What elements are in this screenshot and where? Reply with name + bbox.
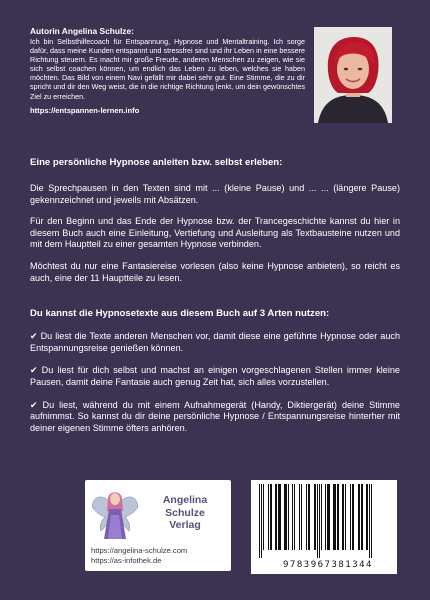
barcode-bar	[301, 484, 302, 550]
barcode-bars	[256, 484, 392, 558]
barcode-bar	[314, 484, 316, 550]
publisher-name-line: Angelina	[162, 494, 208, 506]
publisher-logo-box	[85, 480, 231, 571]
publisher-infothek-link[interactable]: https://as-infothek.de	[91, 556, 162, 565]
barcode-bar	[366, 484, 368, 550]
checkmark-icon: ✔	[30, 399, 38, 410]
barcode-bar	[361, 484, 363, 550]
barcode-bar	[259, 484, 260, 558]
barcode-bar	[278, 484, 281, 550]
paragraph: Für den Beginn und das Ende der Hypnose bzw. der Trancegeschichte kannst du hier in diesem Buch auch eine Einleitung, Vertiefung und Ausleitung als Textbausteine nutzen und mit dem Hauptteil zu einer gesamten Hypnose verbinden.	[30, 216, 400, 250]
barcode-bar	[337, 484, 339, 550]
barcode-bar	[358, 484, 360, 550]
barcode-bar	[263, 484, 264, 550]
barcode-bar	[275, 484, 277, 550]
barcode-bar	[352, 484, 354, 550]
barcode-bar	[350, 484, 351, 550]
barcode-bar	[270, 484, 272, 550]
barcode-bar	[299, 484, 300, 550]
barcode-bar	[327, 484, 330, 550]
list-item-text: Du liest, während du mit einem Aufnahmegerät (Handy, Diktiergerät) deine Stimme aufnimmst. So kannst du dir deine persönliche Hypnose / Entspannungsreise hinterher mit deiner eigenen Stimme öfters anhören.	[30, 399, 400, 433]
barcode-bar	[342, 484, 344, 550]
section-heading-nutzen: Du kannst die Hypnosetexte aus diesem Buch auf 3 Arten nutzen:	[30, 308, 330, 320]
barcode-bar	[292, 484, 293, 550]
publisher-website-link[interactable]: https://angelina-schulze.com	[91, 546, 188, 555]
angel-logo-icon	[91, 485, 139, 541]
author-section	[30, 26, 305, 115]
publisher-name-line: Schulze	[165, 506, 205, 519]
barcode-bar	[261, 484, 262, 558]
list-item	[30, 331, 400, 354]
barcode-bar	[294, 484, 295, 550]
barcode-bar	[321, 484, 322, 550]
barcode-bar	[317, 484, 318, 558]
barcode-bar	[306, 484, 307, 550]
main-content	[30, 157, 400, 434]
barcode-bar	[333, 484, 336, 550]
author-title: Autorin Angelina Schulze:	[30, 26, 134, 36]
publisher-name-line: Verlag	[169, 519, 201, 531]
barcode-bar	[369, 484, 370, 558]
list-item-text: Du liest für dich selbst und machst an einigen vorgeschlagenen Stellen immer kleine Pausen, damit deine Fantasie auch genug Zeit hat, sich alles vorzustellen.	[30, 365, 400, 387]
barcode-bar	[288, 484, 289, 550]
barcode-bar	[319, 484, 320, 558]
barcode-bar	[268, 484, 269, 550]
barcode-bar	[325, 484, 326, 550]
author-photo	[314, 27, 392, 123]
author-portrait-image	[314, 27, 392, 123]
list-item	[30, 400, 400, 435]
publisher-name	[143, 494, 227, 532]
list-item	[30, 365, 400, 388]
author-website-link[interactable]: https://entspannen-lernen.info	[30, 105, 140, 115]
barcode-bar	[284, 484, 287, 550]
list-item-text: Du liest die Texte anderen Menschen vor, damit diese eine geführte Hypnose oder auch Entspannungsreise genießen können.	[30, 331, 400, 353]
section-heading-hypnose: Eine persönliche Hypnose anleiten bzw. selbst erleben:	[30, 157, 283, 168]
paragraph: Die Sprechpausen in den Texten sind mit ... (kleine Pause) und ... ... (längere Pause) gekennzeichnet und jeweils mit Absätzen.	[30, 183, 400, 205]
barcode-bar	[308, 484, 310, 550]
checkmark-icon: ✔	[30, 365, 38, 376]
isbn-barcode	[251, 480, 397, 574]
author-bio: Ich bin Selbsthilfecoach für Entspannung, Hypnose und Mentaltraining. Ich sorge dafür, dass meine Kunden entspannt und stressfrei sind und ihr Leben in eine bessere Richtung steuern. Es macht mir große Freude, anderen Menschen zu zeigen, wie sie sich selbst coachen können, um endlich das Leben zu leben, welches sie haben möchten. Das Bild von einem Navi gefällt mir dabei sehr gut. Eine Stimme, die zu dir spricht und dir den Weg weist, die in die richtige Richtung lenkt, um dein gewünschtes Ziel zu erreichen.	[30, 37, 305, 101]
barcode-number: 9783967381344	[283, 560, 373, 570]
paragraph: Möchtest du nur eine Fantasiereise vorlesen (also keine Hypnose anbieten), so reicht es auch, eine der 11 Hauptteile zu lesen.	[30, 260, 400, 283]
barcode-bar	[371, 484, 372, 558]
barcode-bar	[345, 484, 346, 550]
checkmark-icon: ✔	[30, 331, 38, 342]
